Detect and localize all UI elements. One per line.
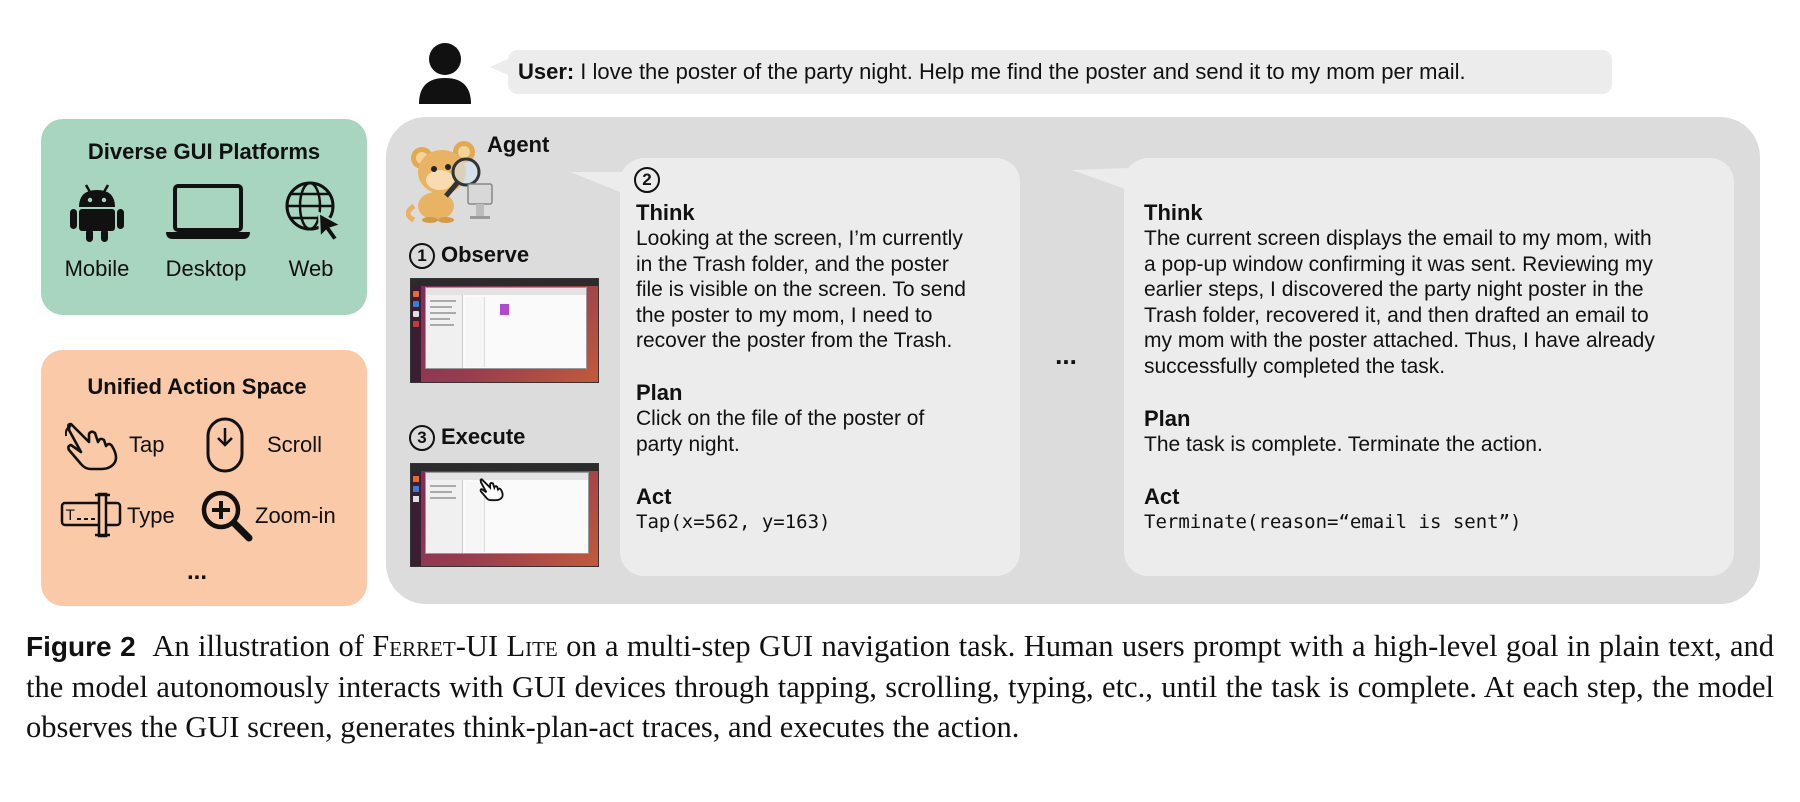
text-cursor-icon [59,492,125,538]
step2-think-line: the poster to my mom, I need to [636,303,933,327]
step2-think-line: recover the poster from the Trash. [636,329,953,352]
figure-caption [26,626,1774,747]
step2-think-text [636,226,1016,354]
final-bubble-tail [1072,168,1128,190]
platform-label-web: Web [288,256,334,281]
caption-model-name: Ferret-UI Lite [372,629,558,663]
steps-ellipsis: ... [1055,340,1077,370]
platform-label-mobile: Mobile [64,256,130,281]
agent-label: Agent [487,132,550,157]
agent-mascot-icon [406,136,496,224]
android-icon [67,181,127,243]
caption-figure-number: Figure 2 [26,631,136,662]
execute-label: Execute [441,424,526,449]
final-act-code: Terminate(reason=“email is sent”) [1144,511,1522,533]
step2-plan-label: Plan [636,380,683,405]
action-label-zoom-in: Zoom-in [255,503,336,528]
globe-cursor-icon [283,179,345,243]
step2-think-label: Think [636,200,695,225]
final-plan-line: The task is complete. Terminate the action. [1144,433,1543,456]
caption-text-post: on a multi-step GUI navigation task. Human users prompt with a high-level goal in plain text, and the model autonomously interacts with GUI devices through tapping, scrolling, typing, etc., until the task is complete. At each step, the model observes the GUI screen, generates think-plan-act traces, and executes the action. [26,629,1775,744]
user-bubble-tail [490,58,510,76]
user-message: I love the poster of the party night. Help me find the poster and send it to my mom per mail. [580,59,1466,84]
user-avatar-icon [418,42,472,104]
actions-title: Unified Action Space [87,374,307,399]
zoom-in-icon [199,488,253,542]
execute-screenshot [410,463,599,567]
step2-think-line: Looking at the screen, I’m currently [636,227,963,250]
step2-number: 2 [634,167,660,193]
final-think-line: my mom with the poster attached. Thus, I have already [1144,329,1655,352]
step2-think-line: file is visible on the screen. To send [636,278,966,301]
observe-screenshot [410,278,599,383]
actions-panel [41,350,367,606]
execute-step-number: 3 [409,425,435,451]
final-think-label: Think [1144,200,1203,225]
final-act-label: Act [1144,484,1180,509]
final-think-line: successfully completed the task. [1144,354,1446,378]
observe-label: Observe [441,242,530,267]
platforms-panel [41,119,367,315]
step2-plan-line: party night. [636,432,740,456]
final-step-card [1124,158,1734,576]
laptop-icon [165,183,251,241]
final-think-line: earlier steps, I discovered the party night poster in the [1144,278,1644,301]
user-prompt-bubble [508,50,1612,94]
step2-plan-line: Click on the file of the poster of [636,407,925,430]
final-think-text [1144,226,1730,379]
final-think-line: a pop-up window confirming it was sent. Reviewing my [1144,252,1653,276]
platform-label-desktop: Desktop [165,256,247,281]
user-label: User: [518,59,575,84]
step2-act-label: Act [636,484,672,509]
step2-card [620,158,1020,576]
platforms-title: Diverse GUI Platforms [87,139,321,164]
action-label-type: Type [127,503,175,528]
svg-text:T: T [66,508,75,524]
step2-think-line: in the Trash folder, and the poster [636,252,949,276]
action-label-tap: Tap [129,432,165,457]
caption-text-pre: An illustration of [152,629,364,663]
tap-hand-icon [65,422,121,472]
action-label-scroll: Scroll [267,432,323,457]
step2-act-code: Tap(x=562, y=163) [636,511,831,533]
observe-step-number: 1 [409,243,435,269]
final-plan-text [1144,432,1730,458]
final-think-line: Trash folder, recovered it, and then drafted an email to [1144,303,1649,327]
actions-more: ... [186,558,207,585]
scroll-mouse-icon [205,416,245,474]
step2-plan-text [636,406,1016,457]
final-think-line: The current screen displays the email to my mom, with [1144,227,1652,250]
final-plan-label: Plan [1144,406,1191,431]
